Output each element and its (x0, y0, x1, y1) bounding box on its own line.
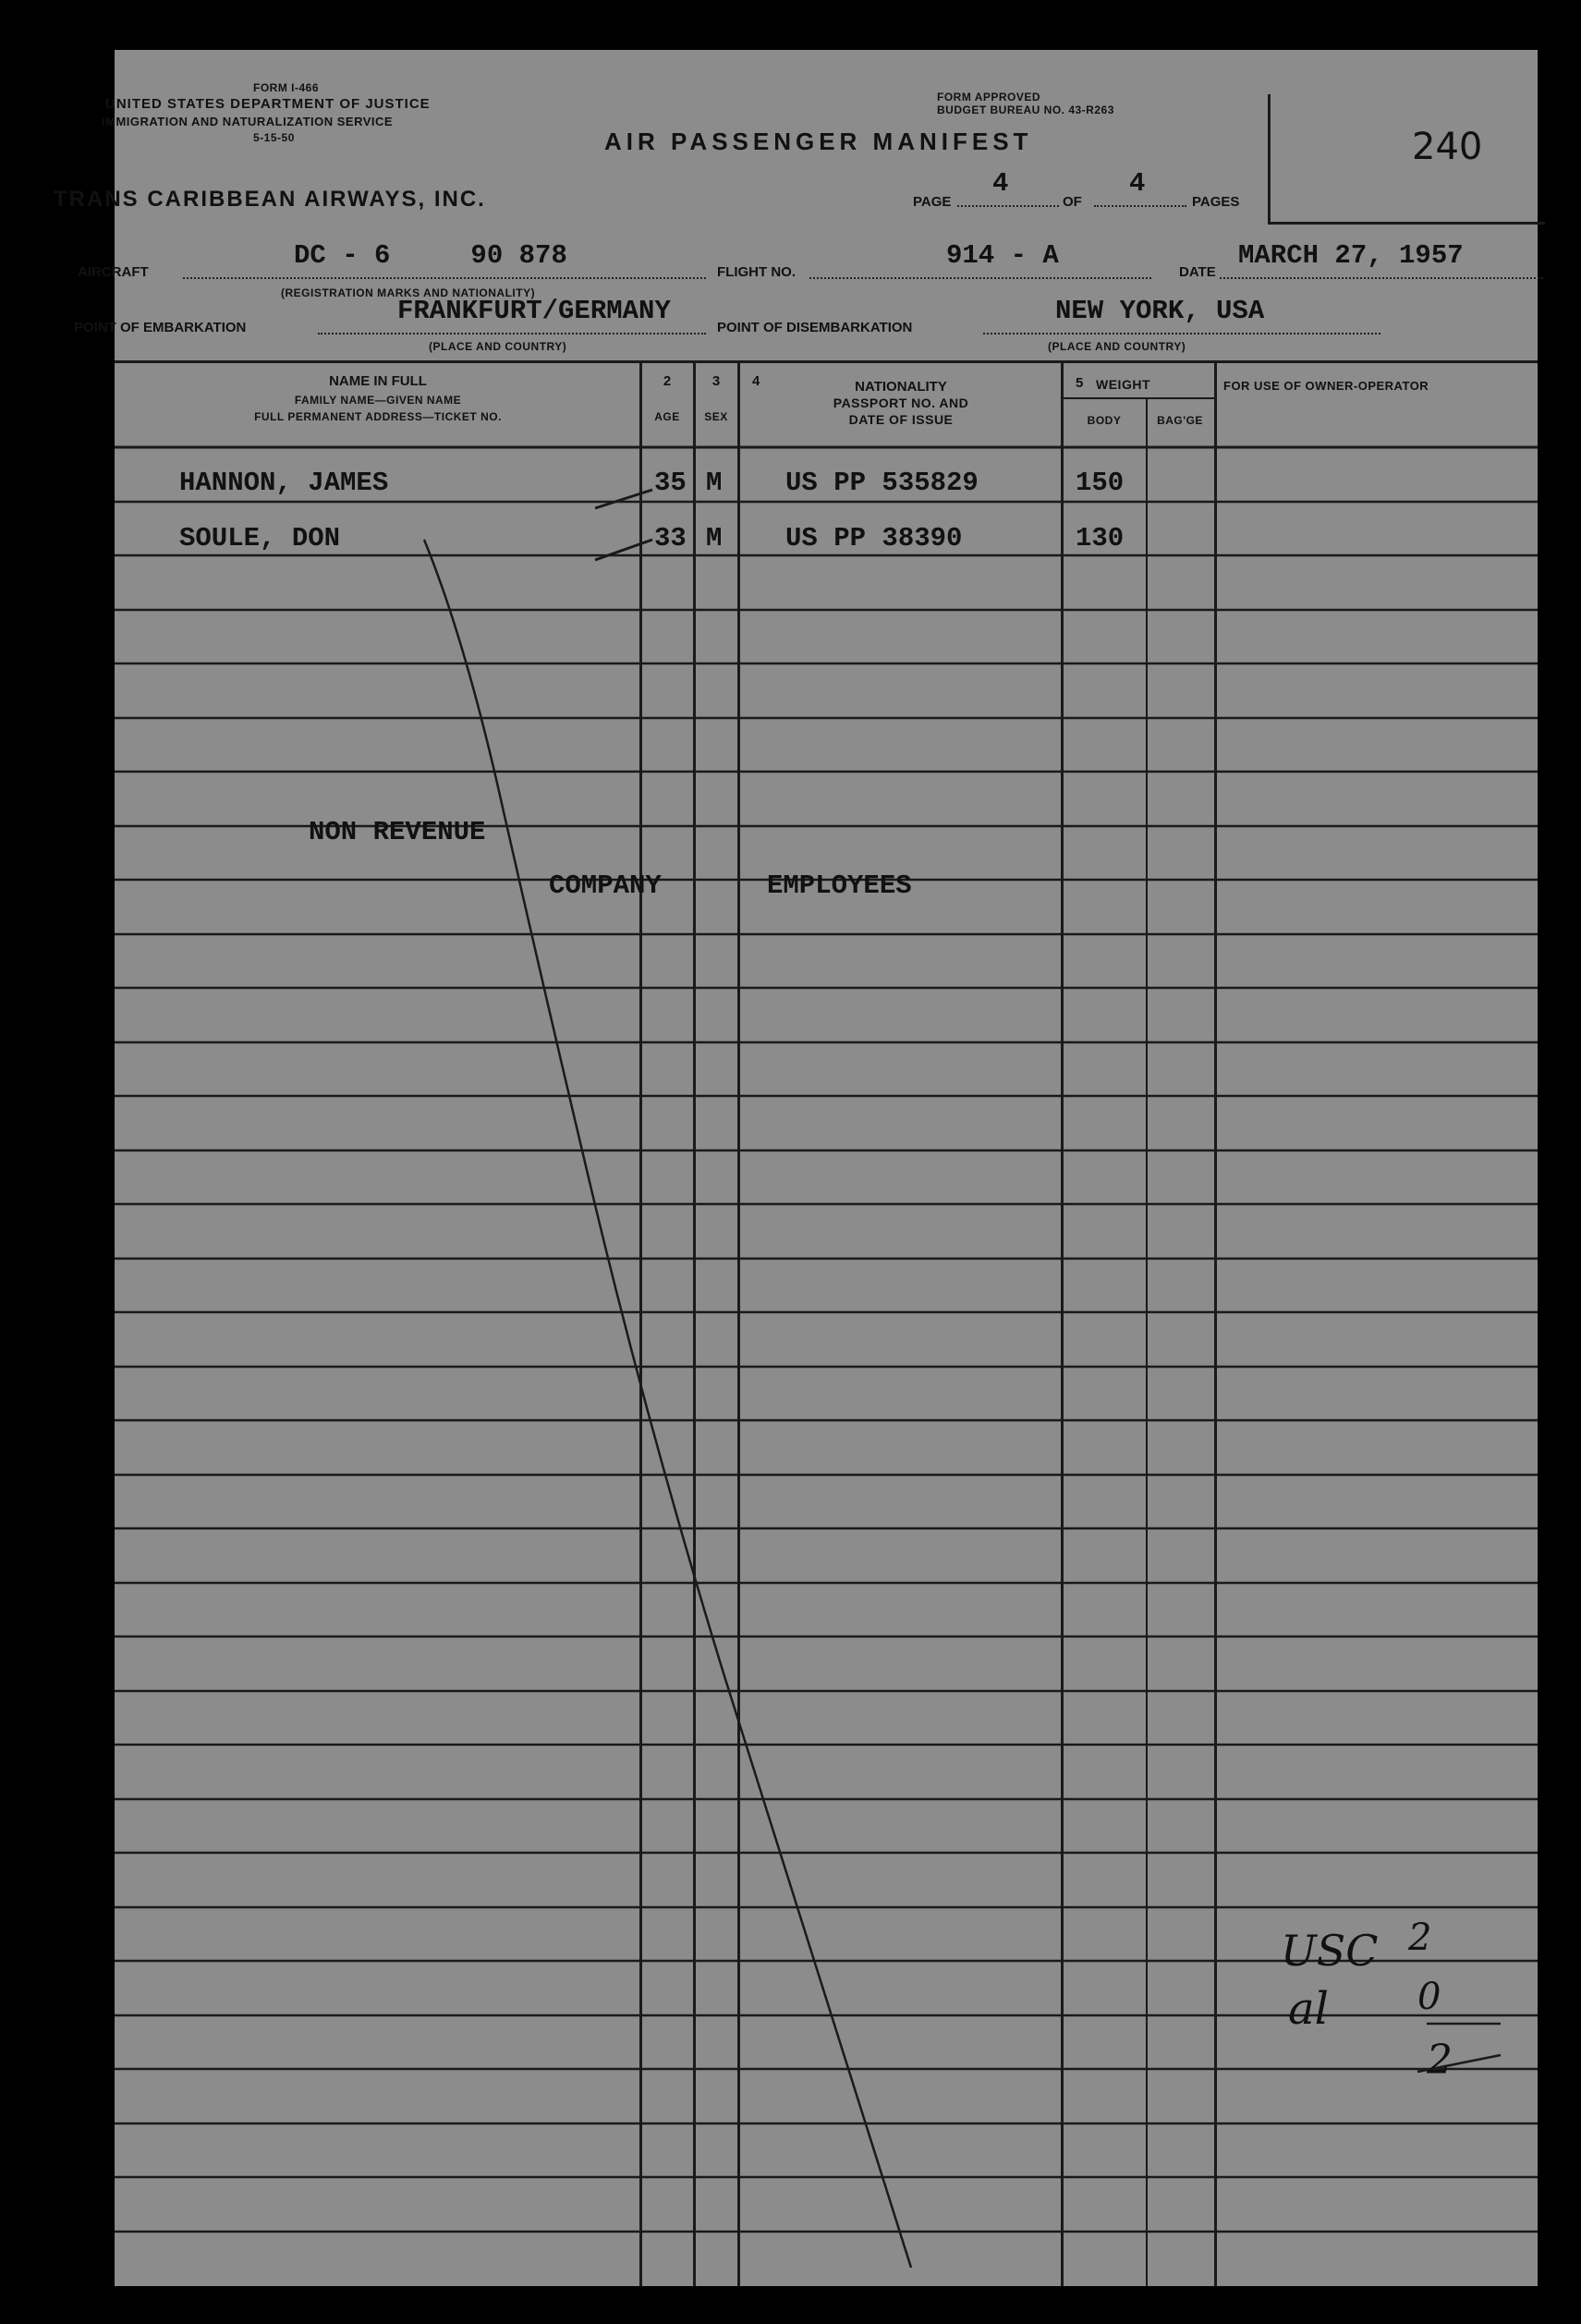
remark-employees: EMPLOYEES (767, 870, 912, 901)
form-date: 5-15-50 (253, 131, 295, 144)
body-weight-column-title: BODY (1087, 414, 1122, 427)
pages-label: PAGES (1192, 194, 1240, 210)
tally-total: 2 (1427, 2037, 1453, 2084)
name-column-title: NAME IN FULL (329, 373, 427, 389)
service-name: IMMIGRATION AND NATURALIZATION SERVICE (102, 115, 394, 128)
passenger-sex: M (706, 468, 723, 498)
nationality-column-number: 4 (752, 373, 760, 389)
passenger-body-weight: 150 (1076, 468, 1125, 498)
age-column-title: AGE (654, 410, 680, 423)
aircraft-label: AIRCRAFT (78, 264, 149, 280)
sheet-number: 240 (1412, 126, 1483, 168)
passenger-sex: M (706, 523, 723, 554)
embarkation-label: POINT OF EMBARKATION (74, 320, 247, 335)
tally-al-count: 0 (1417, 1976, 1441, 2018)
name-column-subtitle: FAMILY NAME—GIVEN NAME (294, 394, 462, 407)
passenger-passport: US PP 535829 (785, 468, 979, 498)
tally-al-label: al (1288, 1983, 1329, 2035)
of-label: OF (1063, 194, 1082, 210)
passport-column-title: PASSPORT NO. AND (833, 395, 969, 410)
passenger-name: SOULE, DON (179, 523, 341, 554)
remark-non-revenue: NON REVENUE (309, 817, 486, 847)
flight-number: 914 - A (946, 240, 1059, 271)
passenger-passport: US PP 38390 (785, 523, 963, 554)
department-name: UNITED STATES DEPARTMENT OF JUSTICE (105, 96, 431, 112)
disembarkation-value: NEW YORK, USA (1055, 296, 1265, 326)
flight-label: FLIGHT NO. (717, 264, 796, 280)
flight-date: MARCH 27, 1957 (1238, 240, 1464, 271)
disembarkation-caption: (PLACE AND COUNTRY) (1048, 340, 1186, 353)
page-label: PAGE (913, 194, 952, 210)
age-column-number: 2 (663, 373, 672, 389)
aircraft-value: DC - 6 90 878 (294, 240, 567, 271)
passenger-age: 33 (654, 523, 687, 554)
form-approved: FORM APPROVED (937, 91, 1041, 103)
passenger-body-weight: 130 (1076, 523, 1125, 554)
sex-column-number: 3 (711, 373, 721, 389)
nationality-column-title: NATIONALITY (855, 379, 947, 395)
embarkation-caption: (PLACE AND COUNTRY) (429, 340, 567, 353)
tally-usc-label: USC (1281, 1926, 1379, 1976)
manifest-sheet (54, 50, 1538, 2286)
weight-column-title: WEIGHT (1096, 377, 1150, 392)
weight-column-number: 5 (1076, 375, 1084, 391)
form-number: FORM I-466 (253, 81, 320, 94)
check-marks (595, 490, 652, 560)
remark-company: COMPANY (549, 870, 662, 901)
airline-name: TRANS CARIBBEAN AIRWAYS, INC. (54, 187, 486, 212)
baggage-weight-column-title: BAG'GE (1157, 414, 1203, 427)
sex-column-title: SEX (704, 410, 728, 423)
embarkation-value: FRANKFURT/GERMANY (397, 296, 671, 326)
disembarkation-label: POINT OF DISEMBARKATION (717, 320, 913, 335)
budget-bureau: BUDGET BUREAU NO. 43-R263 (937, 103, 1114, 116)
registration-caption: (REGISTRATION MARKS AND NATIONALITY) (281, 286, 536, 299)
issue-date-column-title: DATE OF ISSUE (848, 412, 954, 427)
passenger-age: 35 (654, 468, 687, 498)
date-label: DATE (1179, 264, 1216, 280)
page-total: 4 (1129, 168, 1146, 199)
tally-usc-count: 2 (1408, 1916, 1432, 1959)
cancel-stroke (424, 540, 911, 2268)
owner-operator-column-title: FOR USE OF OWNER-OPERATOR (1223, 379, 1429, 393)
passenger-name: HANNON, JAMES (179, 468, 389, 498)
page-number: 4 (992, 168, 1009, 199)
manifest-title: AIR PASSENGER MANIFEST (604, 128, 1033, 155)
name-column-address: FULL PERMANENT ADDRESS—TICKET NO. (254, 410, 502, 423)
